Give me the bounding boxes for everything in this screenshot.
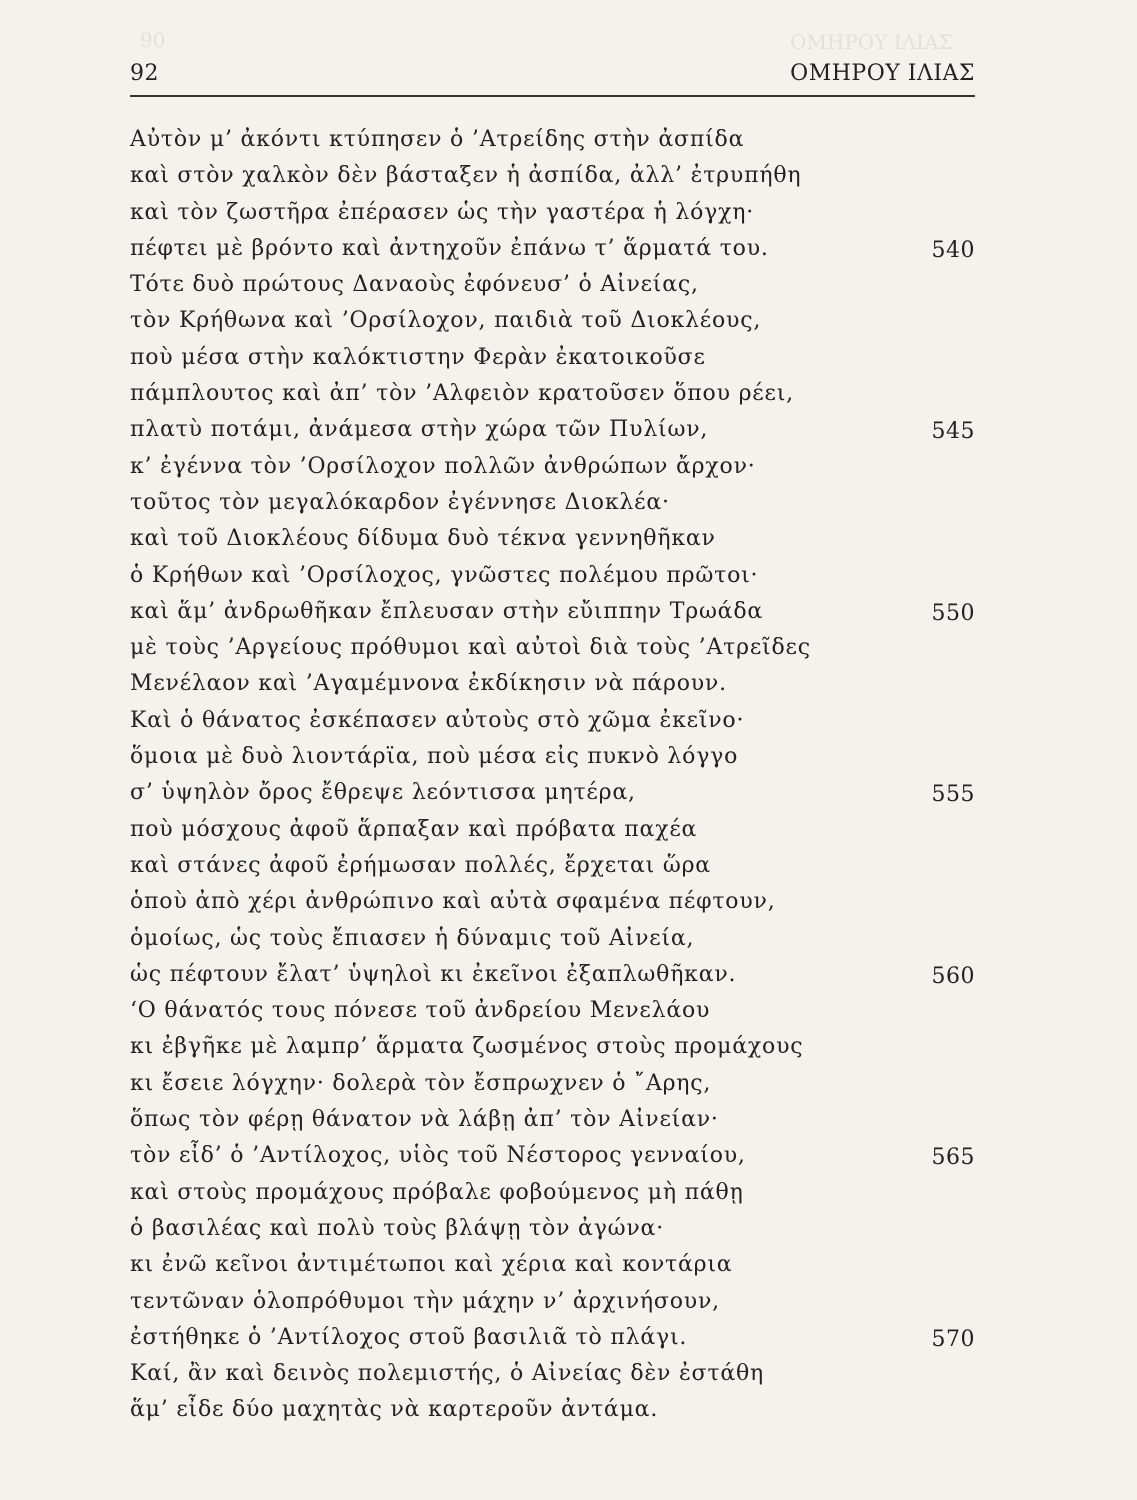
verse-text: πάμπλουτος καὶ ἀπ’ τὸν ’Αλφειὸν κρατοῦσεν ὅπου ρέει, — [130, 381, 794, 407]
verse-line — [130, 630, 975, 666]
verse-line — [130, 521, 975, 557]
verse-text: ποὺ μόσχους ἀφοῦ ἅρπαξαν καὶ πρόβατα παχέα — [130, 816, 698, 842]
verse-line — [130, 1175, 975, 1211]
verse-text: Τότε δυὸ πρώτους Δαναοὺς ἐφόνευσ’ ὁ Αἰνείας, — [130, 272, 699, 298]
verse-text: καὶ ἅμ’ ἀνδρωθῆκαν ἔπλευσαν στὴν εὔιππην Τρωάδα — [130, 598, 764, 624]
verse-text: ὅμοια μὲ δυὸ λιοντάρϊα, ποὺ μέσα εἰς πυκνὸ λόγγο — [130, 744, 739, 770]
page-header — [130, 55, 975, 97]
verse-text: Αὐτὸν μ’ ἀκόντι κτύπησεν ὁ ’Ατρείδης στὴν ἀσπίδα — [130, 127, 745, 152]
verse-text: ὁ βασιλέας καὶ πολὺ τοὺς βλάψῃ τὸν ἀγώνα· — [130, 1215, 665, 1241]
verse-line — [130, 485, 975, 521]
verse-line — [130, 267, 975, 303]
running-head: ΟΜΗΡΟΥ ΙΛΙΑΣ — [790, 61, 975, 86]
verse-text: πέφτει μὲ βρόντο καὶ ἀντηχοῦν ἐπάνω τ’ ἅρματά του. — [130, 235, 769, 261]
verse-line — [130, 1102, 975, 1138]
verse-text: ἐστήθηκε ὁ ’Αντίλοχος στοῦ βασιλιᾶ τὸ πλάγι. — [130, 1324, 688, 1350]
line-number: 545 — [931, 419, 975, 445]
verse-text: ὡς πέφτουν ἔλατ’ ὑψηλοὶ κι ἐκεῖνοι ἐξαπλωθῆκαν. — [130, 961, 737, 987]
verse-line — [130, 703, 975, 739]
verse-text: ἅμ’ εἶδε δύο μαχητὰς νὰ καρτεροῦν ἀντάμα. — [130, 1397, 659, 1423]
bleed-through-running-head: ΟΜΗΡΟΥ ΙΛΙΑΣ — [790, 30, 953, 54]
verse-text: μὲ τοὺς ’Αργείους πρόθυμοι καὶ αὐτοὶ διὰ τοὺς ’Ατρεῖδες — [130, 635, 811, 661]
verse-text: ‘Ο θάνατός τους πόνεσε τοῦ ἀνδρείου Μενελάου — [130, 998, 711, 1024]
verse-line — [130, 195, 975, 231]
verse-line — [130, 558, 975, 594]
verse-line — [130, 1066, 975, 1102]
verse-text: καὶ τοῦ Διοκλέους δίδυμα δυὸ τέκνα γεννηθῆκαν — [130, 526, 716, 552]
verse-line — [130, 122, 975, 158]
verse-line — [130, 1138, 975, 1174]
verse-text: ὁμοίως, ὡς τοὺς ἔπιασεν ἡ δύναμις τοῦ Αἰνεία, — [130, 925, 695, 951]
verse-text: τὸν Κρήθωνα καὶ ’Ορσίλοχον, παιδιὰ τοῦ Διοκλέους, — [130, 308, 762, 334]
line-number: 540 — [931, 237, 975, 263]
verse-text: ποὺ μέσα στὴν καλόκτιστην Φερὰν ἐκατοικοῦσε — [130, 344, 706, 370]
verse-text: πλατὺ ποτάμι, ἀνάμεσα στὴν χώρα τῶν Πυλίων, — [130, 417, 709, 443]
verse-line — [130, 1247, 975, 1283]
verse-line — [130, 775, 975, 811]
line-number: 570 — [931, 1326, 975, 1352]
verse-text: τεντῶναν ὁλοπρόθυμοι τὴν μάχην ν’ ἀρχινήσουν, — [130, 1288, 720, 1314]
verse-line — [130, 1211, 975, 1247]
verse-line — [130, 594, 975, 630]
verse-text: κι ἔσειε λόγχην· δολερὰ τὸν ἔσπρωχνεν ὁ ῎Αρης, — [130, 1070, 712, 1096]
verse-text: καὶ στοὺς προμάχους πρόβαλε φοβούμενος μὴ πάθῃ — [130, 1179, 744, 1205]
verse-line — [130, 957, 975, 993]
line-number: 555 — [931, 782, 975, 808]
verse-line — [130, 376, 975, 412]
verse-line — [130, 884, 975, 920]
verse-line — [130, 1392, 975, 1428]
verse-line — [130, 739, 975, 775]
verse-list — [130, 122, 975, 1429]
verse-line — [130, 412, 975, 448]
verse-line — [130, 1320, 975, 1356]
verse-text: καὶ στὸν χαλκὸν δὲν βάσταξεν ἡ ἀσπίδα, ἀλλ’ ἐτρυπήθη — [130, 163, 802, 189]
verse-line — [130, 231, 975, 267]
verse-text: καὶ τὸν ζωστῆρα ἐπέρασεν ὡς τὴν γαστέρα ἡ λόγχη· — [130, 199, 755, 225]
verse-text: τοῦτος τὸν μεγαλόκαρδον ἐγέννησε Διοκλέα· — [130, 489, 670, 515]
page-number: 92 — [130, 61, 159, 86]
verse-line — [130, 921, 975, 957]
verse-text: ὅπως τὸν φέρῃ θάνατον νὰ λάβῃ ἀπ’ τὸν Αἰνείαν· — [130, 1107, 719, 1133]
verse-line — [130, 666, 975, 702]
line-number: 565 — [931, 1145, 975, 1171]
verse-text: κ’ ἐγέννα τὸν ’Ορσίλοχον πολλῶν ἀνθρώπων ἄρχον· — [130, 453, 756, 479]
verse-line — [130, 1284, 975, 1320]
verse-line — [130, 340, 975, 376]
verse-line — [130, 1029, 975, 1065]
verse-line — [130, 993, 975, 1029]
verse-text: κι ἐνῶ κεῖνοι ἀντιμέτωποι καὶ χέρια καὶ κοντάρια — [130, 1252, 733, 1278]
line-number: 550 — [931, 600, 975, 626]
verse-text: ὁποὺ ἀπὸ χέρι ἀνθρώπινο καὶ αὐτὰ σφαμένα πέφτουν, — [130, 889, 776, 915]
verse-text: καὶ στάνες ἀφοῦ ἐρήμωσαν πολλές, ἔρχεται ὥρα — [130, 852, 711, 878]
verse-text: Μενέλαον καὶ ’Αγαμέμνονα ἐκδίκησιν νὰ πάρουν. — [130, 671, 727, 697]
verse-line — [130, 303, 975, 339]
verse-line — [130, 812, 975, 848]
verse-line — [130, 1356, 975, 1392]
verse-text: ὁ Κρήθων καὶ ’Ορσίλοχος, γνῶστες πολέμου πρῶτοι· — [130, 562, 759, 588]
verse-line — [130, 449, 975, 485]
verse-text: Καὶ ὁ θάνατος ἐσκέπασεν αὐτοὺς στὸ χῶμα ἐκεῖνο· — [130, 707, 745, 733]
verse-text: κι ἐβγῆκε μὲ λαμπρ’ ἅρματα ζωσμένος στοὺς προμάχους — [130, 1034, 804, 1060]
bleed-through-page-number: 90 — [140, 28, 166, 52]
verse-text: τὸν εἶδ’ ὁ ’Αντίλοχος, υἱὸς τοῦ Νέστορος γενναίου, — [130, 1143, 746, 1169]
line-number: 560 — [931, 963, 975, 989]
verse-line — [130, 158, 975, 194]
verse-text: σ’ ὑψηλὸν ὄρος ἔθρεψε λεόντισσα μητέρα, — [130, 780, 636, 806]
verse-line — [130, 848, 975, 884]
verse-text: Καί, ἂν καὶ δεινὸς πολεμιστής, ὁ Αἰνείας δὲν ἐστάθη — [130, 1361, 765, 1387]
